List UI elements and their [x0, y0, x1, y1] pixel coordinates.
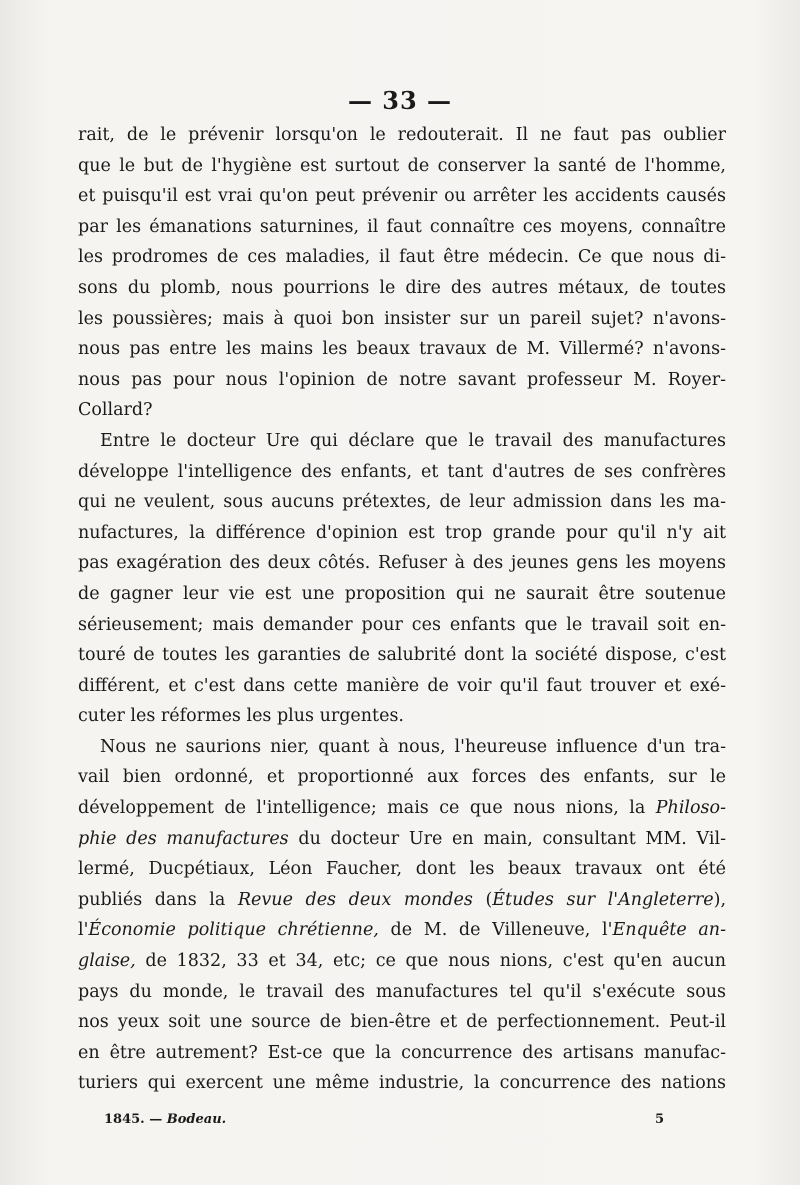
text-line: développe l'intelligence des enfants, et tant d'autres de ses confrères [78, 461, 726, 482]
text-line [78, 946, 726, 977]
text-line: par les émanations saturnines, il faut connaître ces moyens, connaître [78, 216, 726, 237]
text-line: de gagner leur vie est une proposition qui ne saurait être soutenue [78, 583, 726, 604]
italic-title: Économie politique chrétienne, [88, 920, 379, 941]
text-segment: du docteur Ure en main, consultant MM. Vil- [288, 828, 726, 849]
text-line: les prodromes de ces maladies, il faut être médecin. Ce que nous di- [78, 247, 726, 268]
body-text [78, 120, 726, 1099]
text-line: pays du monde, le travail des manufactures tel qu'il s'exécute sous [78, 981, 726, 1002]
text-line [78, 793, 726, 824]
italic-title: phie des manufactures [78, 828, 289, 849]
text-segment: ), [713, 889, 726, 910]
text-line: rait, de le prévenir lorsqu'on le redouterait. Il ne faut pas oublier [78, 125, 726, 145]
printer-signature [104, 1112, 226, 1127]
text-line [78, 885, 726, 916]
text-line: vail bien ordonné, et proportionné aux forces des enfants, sur le [78, 767, 726, 788]
italic-title: Études sur l'Angleterre [492, 889, 714, 910]
text-line [78, 915, 726, 946]
text-line: sérieusement; mais demander pour ces enfants que le travail soit en- [78, 614, 726, 635]
text-line: touré de toutes les garanties de salubrité dont la société dispose, c'est [78, 645, 726, 666]
text-line: pas exagération des deux côtés. Refuser à des jeunes gens les moyens [78, 553, 726, 574]
text-line: nous pas entre les mains les beaux travaux de M. Villermé? n'avons- [78, 339, 726, 360]
footer-year: 1845. — [104, 1112, 163, 1127]
text-line: nous pas pour nous l'opinion de notre savant professeur M. Royer- [78, 369, 726, 390]
text-line: cuter les réformes les plus urgentes. [78, 706, 404, 727]
text-segment: l' [78, 920, 89, 941]
italic-title: glaise, [78, 951, 136, 972]
text-line: Entre le docteur Ure qui déclare que le travail des manufactures [100, 430, 726, 451]
footer-author: Bodeau. [166, 1112, 227, 1127]
text-line: en être autrement? Est-ce que la concurrence des artisans manufac- [78, 1042, 726, 1063]
text-line [78, 824, 726, 855]
text-line: différent, et c'est dans cette manière de voir qu'il faut trouver et exé- [78, 675, 726, 696]
italic-title: Enquête an- [612, 920, 726, 941]
text-line: nos yeux soit une source de bien-être et de perfectionnement. Peut-il [78, 1012, 726, 1033]
italic-title: Philoso- [655, 798, 726, 819]
text-line: que le but de l'hygiène est surtout de conserver la santé de l'homme, [78, 155, 726, 176]
italic-title: Revue des deux mondes [237, 889, 473, 910]
text-line: et puisqu'il est vrai qu'on peut prévenir ou arrêter les accidents causés [78, 186, 726, 207]
text-line: turiers qui exercent une même industrie, la concurrence des nations [78, 1073, 726, 1094]
text-line: qui ne veulent, sous aucuns prétextes, de leur admission dans les ma- [78, 492, 726, 513]
text-line: Collard? [78, 400, 153, 421]
text-line: sons du plomb, nous pourrions le dire des autres métaux, de toutes [78, 277, 726, 298]
text-line: nufactures, la différence d'opinion est trop grande pour qu'il n'y ait [78, 522, 726, 543]
text-line: Nous ne saurions nier, quant à nous, l'heureuse influence d'un tra- [100, 736, 726, 757]
text-segment: publiés dans la [78, 889, 238, 910]
text-segment: ( [472, 889, 493, 910]
text-line: lermé, Ducpétiaux, Léon Faucher, dont les beaux travaux ont été [78, 859, 726, 880]
text-segment: développement de l'intelligence; mais ce que nous nions, la [78, 798, 646, 819]
page-number: — 33 — [347, 86, 453, 115]
text-line: les poussières; mais à quoi bon insister sur un pareil sujet? n'avons- [78, 308, 726, 329]
text-segment: de M. de Villeneuve, l' [378, 920, 613, 941]
text-segment: de 1832, 33 et 34, etc; ce que nous nions, c'est qu'en aucun [135, 951, 726, 972]
signature-mark: 5 [654, 1112, 664, 1127]
